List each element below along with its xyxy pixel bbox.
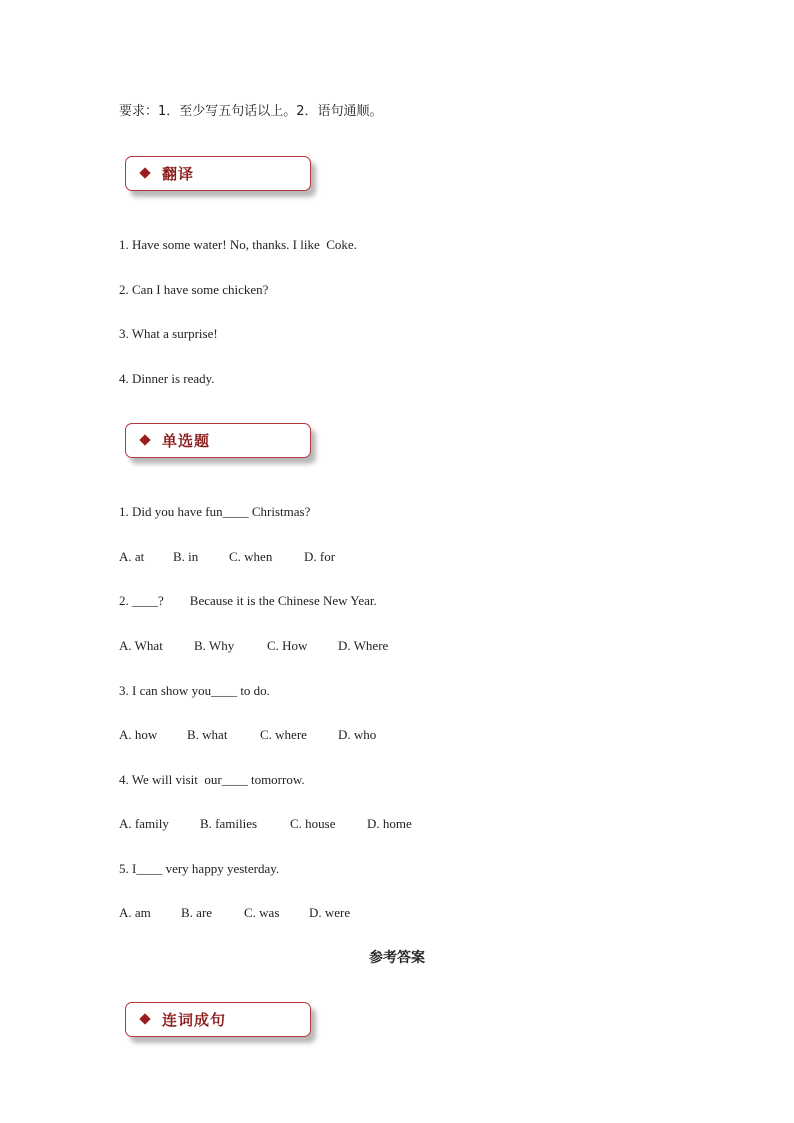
- option-a: A. at: [119, 549, 145, 564]
- writing-requirement: 要求：1．至少写五句话以上。2．语句通顺。: [119, 104, 383, 119]
- translate-item-1: 1. Have some water! No, thanks. I like Coke.: [119, 237, 357, 252]
- option-d: D. who: [338, 727, 377, 742]
- question-3-stem: 3. I can show you____ to do.: [119, 683, 270, 698]
- option-d: D. home: [367, 816, 412, 831]
- option-c: C. house: [290, 816, 336, 831]
- question-1-stem: 1. Did you have fun____ Christmas?: [119, 504, 311, 519]
- translate-item-2: 2. Can I have some chicken?: [119, 282, 269, 297]
- section-title-translate: 翻译: [162, 165, 195, 183]
- answers-title: 参考答案: [369, 950, 425, 966]
- section-title-single-choice: 单选题: [162, 432, 211, 450]
- option-b: B. are: [181, 905, 213, 920]
- option-c: C. when: [229, 549, 273, 564]
- option-a: A. am: [119, 905, 151, 920]
- translate-item-4: 4. Dinner is ready.: [119, 371, 215, 386]
- question-4-stem: 4. We will visit our____ tomorrow.: [119, 772, 305, 787]
- option-b: B. Why: [194, 638, 235, 653]
- option-d: D. Where: [338, 638, 389, 653]
- question-5-stem: 5. I____ very happy yesterday.: [119, 861, 280, 876]
- question-2-stem: 2. ____? Because it is the Chinese New Year.: [119, 593, 377, 608]
- section-title-sentence-building: 连词成句: [162, 1011, 227, 1029]
- option-c: C. was: [244, 905, 280, 920]
- section-header-sentence-building: [125, 1002, 311, 1037]
- option-c: C. where: [260, 727, 307, 742]
- section-header-single-choice: [125, 423, 311, 458]
- option-d: D. were: [309, 905, 351, 920]
- option-b: B. families: [200, 816, 258, 831]
- diamond-bullet-icon: [139, 434, 150, 445]
- diamond-bullet-icon: [139, 167, 150, 178]
- translate-item-3: 3. What a surprise!: [119, 326, 218, 341]
- section-header-translate: [125, 156, 311, 191]
- option-d: D. for: [304, 549, 336, 564]
- option-b: B. what: [187, 727, 228, 742]
- option-b: B. in: [173, 549, 199, 564]
- diamond-bullet-icon: [139, 1013, 150, 1024]
- option-c: C. How: [267, 638, 308, 653]
- option-a: A. family: [119, 816, 169, 831]
- option-a: A. What: [119, 638, 163, 653]
- option-a: A. how: [119, 727, 158, 742]
